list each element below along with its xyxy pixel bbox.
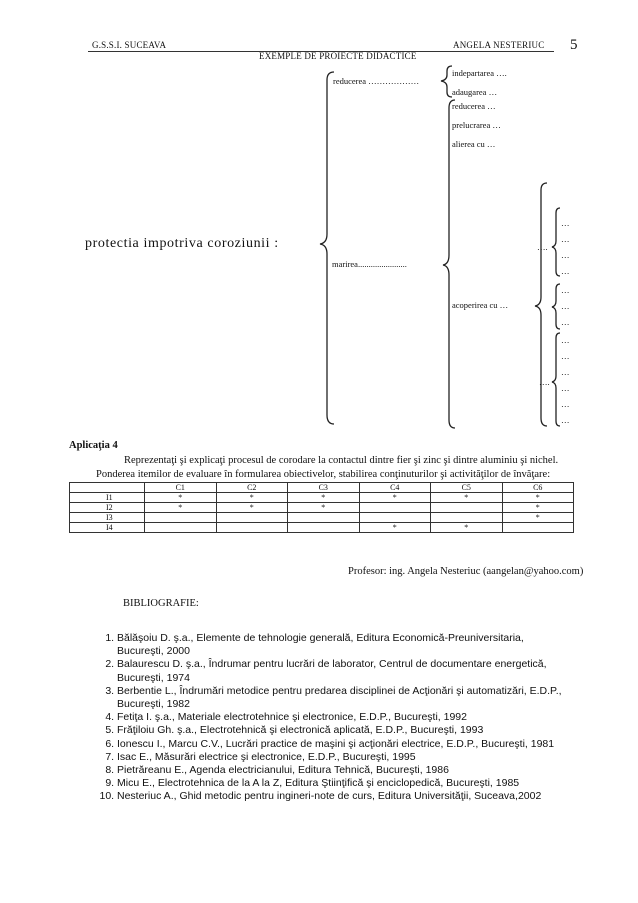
dots-item: … (561, 285, 570, 295)
table-cell (359, 513, 431, 523)
dots-item: … (561, 250, 570, 260)
list-item (117, 764, 615, 777)
bib-text: Isac E., Măsurări electrice şi electronice, E.D.P., Bucureşti, 1995 (117, 750, 416, 763)
table-cell (431, 503, 503, 513)
dots-item: … (561, 218, 570, 228)
dots-item: … (561, 234, 570, 244)
ponderea-text: Ponderea itemilor de evaluare în formularea obiectivelor, stabilirea conţinuturilor şi activităţilor de învăţare: (96, 469, 551, 480)
table-cell: * (288, 493, 360, 503)
sub-brace-2 (552, 284, 560, 329)
label-indepartarea: indepartarea …. (452, 68, 507, 78)
table-cell (288, 523, 360, 533)
table-header: C1 (145, 483, 217, 493)
dots-item: … (561, 335, 570, 345)
acoperirea-brace (535, 183, 547, 426)
dots-item: … (561, 383, 570, 393)
dots-item: … (561, 317, 570, 327)
table-cell: * (502, 493, 574, 503)
table-row (70, 503, 574, 513)
list-item (117, 724, 615, 737)
table-corner (70, 483, 145, 493)
row-label: I3 (70, 513, 145, 523)
table-header: C4 (359, 483, 431, 493)
dots-sub1: …. (537, 242, 548, 252)
label-acoperirea: acoperirea cu … (452, 300, 509, 310)
table-row (70, 523, 574, 533)
bib-text: Berbentie L., Îndrumări metodice pentru predarea disciplinei de Acţionări şi automatizări, E.D.P., (117, 684, 562, 697)
list-item (117, 751, 615, 764)
bibliografie-title: BIBLIOGRAFIE: (123, 598, 199, 609)
dots-item: … (561, 266, 570, 276)
page-number: 5 (570, 37, 578, 53)
table-cell (502, 523, 574, 533)
table-cell (145, 513, 217, 523)
dots-item: … (561, 351, 570, 361)
table-cell: * (359, 493, 431, 503)
label-marirea: marirea....................... (332, 259, 407, 269)
label-reducerea-2: reducerea … (452, 101, 496, 111)
dots-item: … (561, 399, 570, 409)
table-cell (216, 523, 288, 533)
bib-text: Nesteriuc A., Ghid metodic pentru ingineri-note de curs, Editura Universităţii, Suceava,2002 (117, 790, 542, 803)
label-prelucrarea: prelucrarea … (452, 120, 501, 130)
bib-text: Frăţiloiu Gh. ş.a., Electrotehnică şi electronică aplicată, E.D.P., Bucureşti, 1993 (117, 724, 484, 737)
row-label: I2 (70, 503, 145, 513)
evaluation-table (69, 482, 574, 533)
table-cell: * (145, 493, 217, 503)
diagram-braces (0, 0, 638, 440)
sub-brace-1 (552, 208, 560, 276)
main-brace (320, 72, 334, 424)
label-adaugarea: adaugarea … (452, 87, 498, 97)
table-cell (216, 513, 288, 523)
table-cell: * (145, 503, 217, 513)
table-header: C6 (502, 483, 574, 493)
list-item (117, 777, 615, 790)
list-item (117, 738, 615, 751)
bib-text: Pietrăreanu E., Agenda electricianului, Editura Tehnică, Bucureşti, 1986 (117, 764, 449, 777)
table-cell: * (216, 503, 288, 513)
table-cell: * (216, 493, 288, 503)
table-header-row (70, 483, 574, 493)
bib-text: Micu E., Electrotehnica de la A la Z, Editura Ştiinţifică şi enciclopedică, Bucureşti, 1985 (117, 777, 520, 790)
table-cell: * (359, 523, 431, 533)
table-cell: * (431, 493, 503, 503)
table-cell (359, 503, 431, 513)
bib-text: Fetiţa I. ş.a., Materiale electrotehnice şi electronice, E.D.P., Bucureşti, 1992 (117, 711, 467, 724)
row-label: I4 (70, 523, 145, 533)
bib-text-cont: Bucureşti, 1982 (117, 698, 190, 711)
bib-text-cont: Bucureşti, 2000 (117, 645, 190, 658)
header-left: G.S.S.I. SUCEAVA (92, 40, 167, 50)
list-item (117, 632, 615, 658)
marirea-brace (443, 100, 455, 428)
table-row (70, 513, 574, 523)
table-cell (431, 513, 503, 523)
dots-item: … (561, 301, 570, 311)
aplicatia-title: Aplicaţia 4 (69, 440, 118, 451)
table-cell: * (288, 503, 360, 513)
sub-brace-3 (552, 333, 560, 426)
table-header: C3 (288, 483, 360, 493)
table-cell (145, 523, 217, 533)
diagram-root: protectia impotriva coroziunii : (85, 236, 279, 251)
table-header: C5 (431, 483, 503, 493)
dots-item: … (561, 367, 570, 377)
list-item (117, 790, 615, 803)
bibliography-list (95, 632, 615, 804)
dots-sub3: …. (539, 377, 550, 387)
label-reducerea: reducerea ……………… (333, 76, 420, 86)
reducerea-brace (441, 66, 452, 97)
table-cell: * (502, 503, 574, 513)
label-alierea: alierea cu … (452, 139, 496, 149)
bib-text: Bălăşoiu D. ş.a., Elemente de tehnologie generală, Editura Economică-Preuniversitaria, (117, 632, 524, 644)
profesor-line: Profesor: ing. Angela Nesteriuc (aangelan@yahoo.com) (348, 566, 584, 577)
table-cell: * (431, 523, 503, 533)
list-item (117, 711, 615, 724)
header-right: ANGELA NESTERIUC (453, 40, 545, 50)
table-row (70, 493, 574, 503)
header-subtitle: EXEMPLE DE PROIECTE DIDACTICE (259, 51, 417, 61)
table-header: C2 (216, 483, 288, 493)
list-item (117, 658, 615, 684)
bib-text-cont: Bucureşti, 1974 (117, 671, 190, 684)
aplicatia-text: Reprezentaţi şi explicaţi procesul de corodare la contactul dintre fier şi zinc şi dintre aluminiu şi nichel. (124, 455, 559, 466)
bib-text: Balaurescu D. ş.a., Îndrumar pentru lucrări de laborator, Centrul de documentare energetică, (117, 658, 547, 671)
row-label: I1 (70, 493, 145, 503)
table-cell (288, 513, 360, 523)
bib-text: Ionescu I., Marcu C.V., Lucrări practice de maşini şi acţionări electrice, E.D.P., Bucureşti, 1981 (117, 737, 555, 750)
list-item (117, 685, 615, 711)
dots-item: … (561, 415, 570, 425)
table-cell: * (502, 513, 574, 523)
